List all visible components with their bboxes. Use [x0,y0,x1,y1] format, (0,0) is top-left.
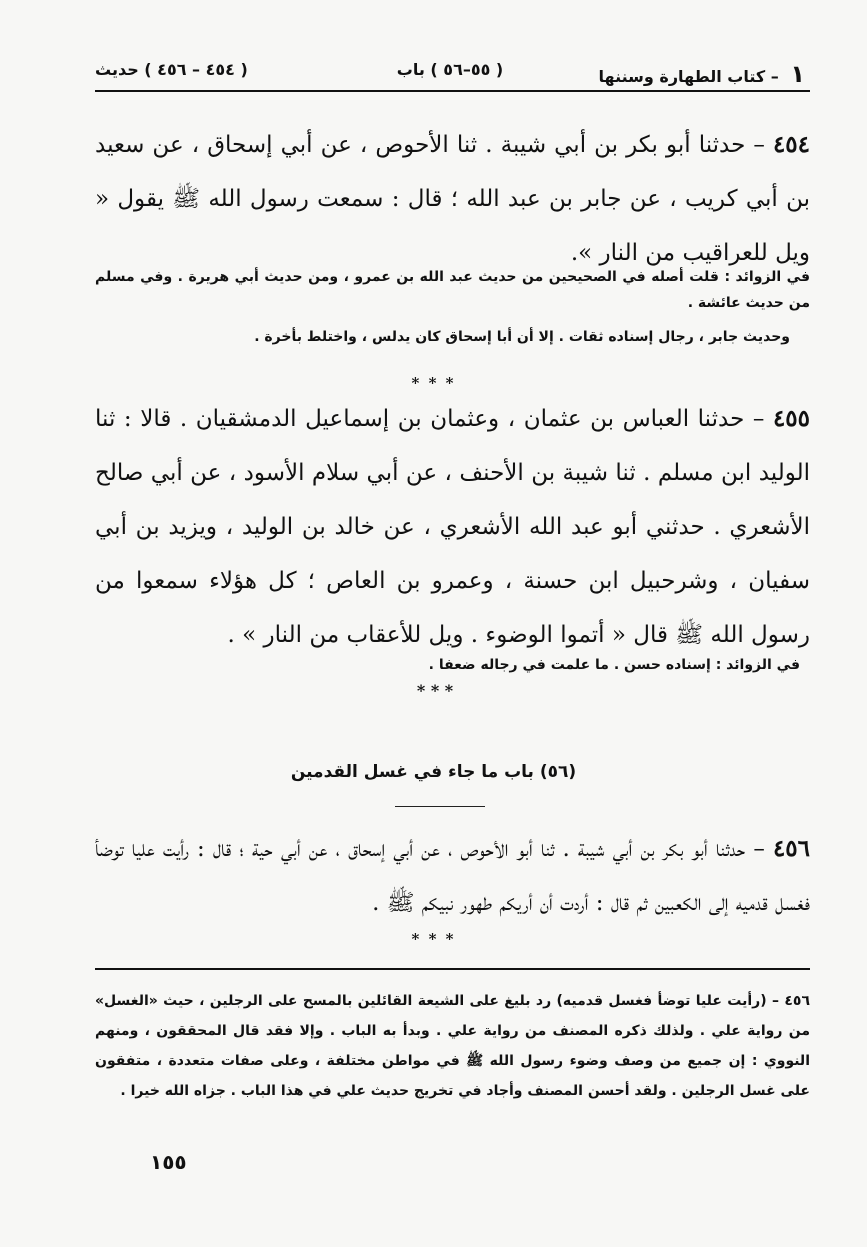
header-book-title [599,60,805,88]
separator: * * * [411,374,456,392]
chapter-heading: (٥٦) باب ما جاء في غسل القدمين [290,762,577,782]
zawaid-note-454 [95,264,810,350]
separator: * * * [411,930,456,948]
separator: * * * [416,681,454,700]
header-hadith-range: ( ٤٥٤ – ٤٥٦ ) حديث [95,60,248,79]
hadith-text: – حدثنا أبو بكر بن أبي شيبة . ثنا الأحوص ، عن أبي إسحاق ، عن سعيد بن أبي كريب ، عن جابر بن عبد الله ؛ قال : سمعت رسول الله ﷺ يقول « ويل للعراقيب من النار ». [95,132,810,266]
hadith-text: – حدثنا أبو بكر بن أبي شيبة . ثنا أبو الأحوص ، عن أبي إسحاق ، عن أبي حية ؛ قال : رأيت عليا توضأ فغسل قدميه إلى الكعبين ثم قال : أردت أن أريكم طهور نبيكم ﷺ . [95,836,810,916]
footnote-rule [95,968,810,970]
hadith-number: ٤٥٦ [772,835,811,862]
hadith-455 [95,392,810,662]
footnote-456: ٤٥٦ – (رأيت عليا توضأ فغسل قدميه) رد بليغ على الشيعة القائلين بالمسح على الرجلين ، حيث «الغسل» من رواية علي . ولذلك ذكره المصنف من رواية علي . وبدأ به الباب . وإلا فقد قال المحققون ، ومنهم النووي : إن جميع من وصف وضوء رسول الله ﷺ في مواطن مختلفة ، وعلى صفات متعددة ، متفقون على غسل الرجلين . ولقد أحسن المصنف وأجاد في تخريج حديث علي في هذا الباب . جزاه الله خيرا . [95,993,810,1099]
zawaid-note-455: في الزوائد : إسناده حسن . ما علمت في رجاله ضعفا . [428,657,800,673]
chapter-rule [395,806,485,807]
zawaid-line: في الزوائد : قلت أصله في الصحيحين من حديث عبد الله بن عمرو ، ومن حديث أبي هريرة . وفي مسلم من حديث عائشة . [95,269,810,311]
hadith-456 [95,822,810,930]
hadith-number: ٤٥٥ [772,405,810,432]
header-rule [95,90,810,92]
zawaid-line: وحديث جابر ، رجال إسناده ثقات . إلا أن أبا إسحاق كان يدلس ، واختلط بأخرة . [254,329,790,345]
header-book-number: ١ [790,60,805,88]
header-chapter-range: ( ٥٥–٥٦ ) باب [396,60,504,79]
header-book-title-text: – كتاب الطهارة وسننها [598,67,779,86]
hadith-454 [95,118,810,280]
hadith-text: – حدثنا العباس بن عثمان ، وعثمان بن إسماعيل الدمشقيان . قالا : ثنا الوليد ابن مسلم . ثنا شيبة بن الأحنف ، عن أبي سلام الأسود ، عن أبي صالح الأشعري . حدثني أبو عبد الله الأشعري ، عن خالد بن الوليد ، ويزيد بن أبي سفيان ، وشرحبيل ابن حسنة ، وعمرو بن العاص ؛ كل هؤلاء سمعوا من رسول الله ﷺ قال « أتموا الوضوء . ويل للأعقاب من النار » . [95,406,810,648]
hadith-number: ٤٥٤ [772,131,811,158]
page-number: ١٥٥ [150,1150,187,1174]
running-header [95,50,805,90]
